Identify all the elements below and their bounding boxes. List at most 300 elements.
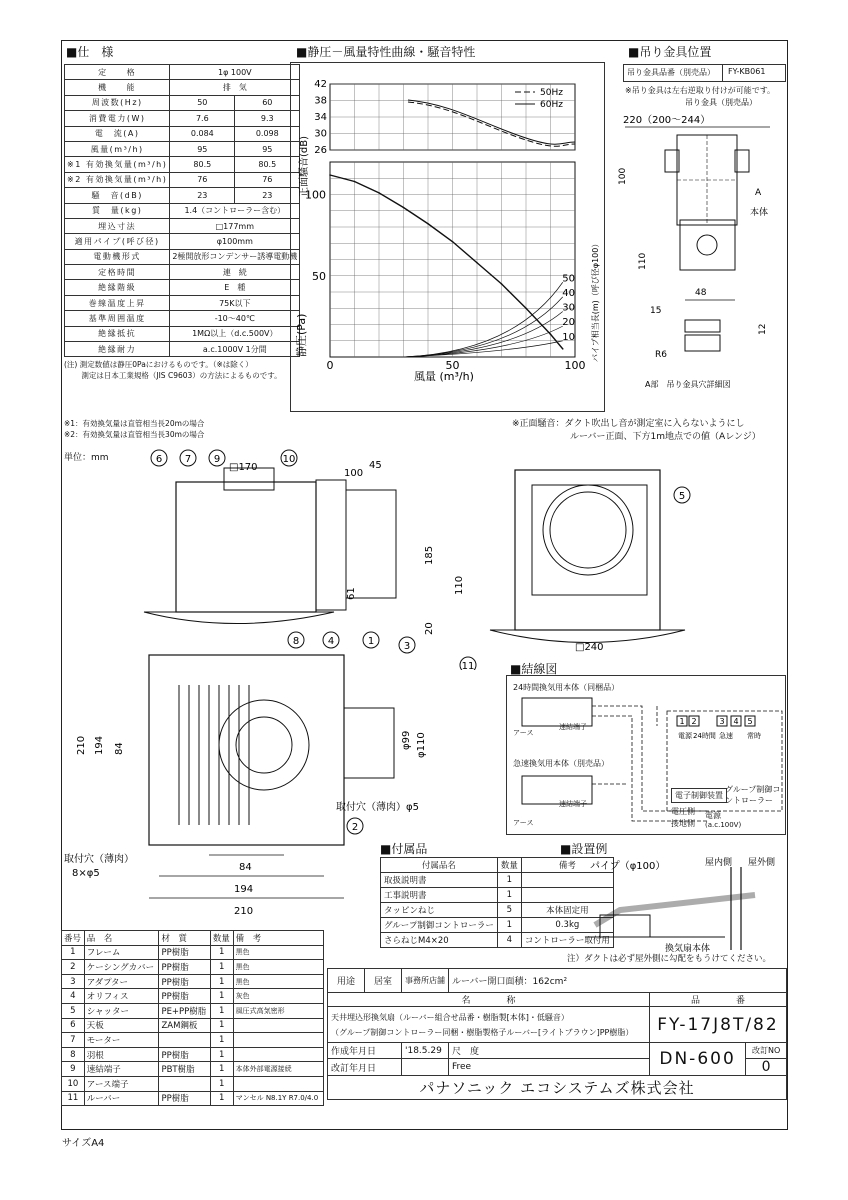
spec-row — [65, 342, 300, 357]
parts-cell: 6 — [62, 1018, 85, 1033]
pressure-point — [501, 283, 503, 285]
parts-cell — [233, 1033, 323, 1048]
callout-4: 4 — [327, 636, 335, 647]
noise-grid — [314, 79, 575, 156]
pressure-xtick: 0 — [326, 359, 334, 372]
wiring-ctl: 電子制御装置 — [671, 788, 727, 803]
acc-cell: グループ制御コントローラー — [381, 918, 498, 933]
duct-curve — [404, 341, 563, 357]
duct-label: 30 — [562, 302, 576, 314]
parts-cell: 速結端子 — [84, 1062, 159, 1077]
parts-row — [62, 945, 324, 960]
spec-row — [65, 326, 300, 341]
duct-label: 50 — [562, 273, 576, 285]
parts-cell: モーター — [84, 1033, 159, 1048]
hanger-bracket-label: 吊り金具（別売品） — [685, 98, 757, 107]
spec-value: φ100mm — [170, 234, 300, 249]
wiring-num-3: 3 — [719, 717, 725, 726]
parts-cell: オリフィス — [84, 989, 159, 1004]
front-elevation — [420, 455, 700, 670]
spec-label: 周波数(Hz) — [65, 95, 170, 110]
parts-cell: 2 — [62, 960, 85, 975]
callout-9: 9 — [213, 454, 221, 465]
spec-value: 2極開放形コンデンサー誘導電動機 — [170, 249, 300, 264]
install-drawing — [565, 855, 785, 955]
noise-ytick: 26 — [314, 145, 327, 156]
parts-cell: 1 — [210, 989, 233, 1004]
parts-h-qty: 数量 — [210, 931, 233, 946]
dim-bottom-210: 210 — [234, 906, 254, 917]
hanger-dim-220: 220（200～244） — [623, 115, 711, 126]
parts-cell — [159, 1033, 210, 1048]
spec-notes — [64, 359, 282, 381]
tb-use-label: 用途 — [328, 969, 365, 993]
spec-note-4: ※2：有効換気量は直管相当長30mの場合 — [64, 430, 205, 439]
tb-shop-label: 事務所店舗 — [402, 969, 449, 993]
spec-label: 騒 音(dB) — [65, 188, 170, 203]
wiring-num-5: 5 — [747, 717, 753, 726]
acc-cell: 1 — [497, 888, 521, 903]
hanger-body-label: 本体 — [750, 208, 769, 218]
wiring-line: 電圧側 — [671, 807, 695, 816]
hanger-drawing — [615, 95, 785, 395]
dim-bottom-194: 194 — [234, 884, 254, 895]
acc-cell: 取扱説明書 — [381, 873, 498, 888]
pressure-chart — [290, 62, 605, 412]
spec-value-60: 23 — [235, 188, 300, 203]
wiring-sw-always: 常時 — [747, 732, 761, 740]
spec-value-60: 60 — [235, 95, 300, 110]
wiring-unit24: 24時間換気用本体（同梱品） — [513, 683, 620, 692]
parts-cell: PP樹脂 — [159, 1047, 210, 1062]
spec-value-50: 50 — [170, 95, 235, 110]
wiring-earth-2: アース — [513, 819, 534, 827]
callout-2: 2 — [351, 822, 359, 833]
tb-rev-no-label: 改訂NO — [746, 1043, 787, 1059]
spec-value: -10～40℃ — [170, 311, 300, 326]
dim-240: □240 — [575, 642, 604, 653]
spec-value-60: 9.3 — [235, 111, 300, 126]
spec-label: 質 量(kg) — [65, 203, 170, 218]
wiring-power: 電源 — [705, 811, 721, 820]
hanger-part-box — [623, 64, 786, 82]
callout-5: 5 — [678, 491, 686, 502]
acc-cell: 工事説明書 — [381, 888, 498, 903]
pressure-ytick: 100 — [305, 188, 326, 202]
tb-fig-no: DN-600 — [649, 1043, 745, 1076]
spec-value: 排 気 — [170, 80, 300, 95]
parts-cell: 黒色 — [233, 945, 323, 960]
spec-row — [65, 172, 300, 187]
acc-cell: 4 — [497, 933, 521, 948]
parts-cell: フレーム — [84, 945, 159, 960]
acc-cell: さらねじM4×20 — [381, 933, 498, 948]
parts-cell: ルーバー — [84, 1091, 159, 1106]
tb-company: パナソニック エコシステムズ株式会社 — [328, 1076, 787, 1100]
tb-scale-val: Free — [449, 1059, 650, 1076]
tb-model: FY-17J8T/82 — [649, 1007, 786, 1043]
hole-label-2: 取付穴（薄肉） — [64, 854, 134, 865]
tb-made-date: '18.5.29 — [402, 1043, 449, 1059]
pressure-curve — [330, 175, 563, 349]
acc-h-note: 備考 — [521, 858, 613, 873]
dim-185: 185 — [424, 545, 435, 565]
hole-label-3: 8×φ5 — [72, 868, 100, 879]
acc-cell: 1 — [497, 918, 521, 933]
spec-row — [65, 95, 300, 110]
tb-name-h: 名 称 — [328, 993, 650, 1007]
hanger-dim-r6: R6 — [655, 350, 667, 360]
spec-value: 1φ 100V — [170, 65, 300, 80]
spec-label: 巻線温度上昇 — [65, 295, 170, 310]
spec-label: 風量(m³/h) — [65, 141, 170, 156]
parts-cell: PP樹脂 — [159, 1091, 210, 1106]
pressure-point — [354, 181, 356, 183]
parts-cell: マンセル N8.1Y R7.0/4.0 — [233, 1091, 323, 1106]
spec-value-50: 0.084 — [170, 126, 235, 141]
hanger-part-no: FY-KB061 — [728, 67, 766, 76]
spec-row — [65, 295, 300, 310]
spec-title: ■仕 様 — [66, 45, 114, 59]
pressure-grid — [305, 162, 586, 372]
parts-h-no: 番号 — [62, 931, 85, 946]
pressure-point — [378, 192, 380, 194]
parts-cell: PP樹脂 — [159, 974, 210, 989]
parts-cell: アダプター — [84, 974, 159, 989]
curve-note — [512, 418, 761, 444]
wiring-num-2: 2 — [691, 717, 697, 726]
acc-cell: 0.3kg — [521, 918, 613, 933]
spec-note-2: 測定は日本工業規格（JIS C9603）の方法によるものです。 — [64, 371, 282, 380]
acc-h-name: 付属品名 — [381, 858, 498, 873]
spec-value: 1.4（コントローラー含む） — [170, 203, 300, 218]
parts-cell — [159, 1076, 210, 1091]
spec-row — [65, 188, 300, 203]
noise-ytick: 38 — [314, 95, 327, 107]
acc-cell: タッピンねじ — [381, 903, 498, 918]
dim-110: φ110 — [416, 732, 427, 758]
tb-louver: ルーバー開口面積：162cm² — [449, 969, 787, 993]
curve-note-2: ルーバー正面、下方1m地点での値（Aレンジ） — [570, 432, 761, 442]
spec-label: 絶縁抵抗 — [65, 326, 170, 341]
hanger-dim-100: 100 — [618, 167, 628, 185]
hanger-dim-48: 48 — [695, 288, 707, 298]
pressure-point — [427, 223, 429, 225]
parts-cell: 3 — [62, 974, 85, 989]
tb-use-val: 居室 — [365, 969, 402, 993]
spec-value-60: 80.5 — [235, 157, 300, 172]
hanger-detail-label: A部 吊り金具穴詳細図 — [645, 380, 731, 389]
page-size-label: サイズA4 — [62, 1138, 105, 1149]
callout-7: 7 — [184, 454, 192, 465]
parts-cell: 1 — [210, 1076, 233, 1091]
pressure-xlabel: 風量 (m³/h) — [414, 370, 474, 383]
parts-cell: 黒色 — [233, 960, 323, 975]
parts-cell: 1 — [210, 1003, 233, 1018]
parts-table — [61, 930, 324, 1106]
callout-6: 6 — [155, 454, 163, 465]
install-pipe: パイプ（φ100） — [590, 861, 666, 872]
parts-row — [62, 1018, 324, 1033]
install-note: 注）ダクトは必ず屋外側に勾配をもうけてください。 — [567, 954, 772, 964]
spec-label: ※2 有効換気量(m³/h) — [65, 172, 170, 187]
parts-cell: ケーシングカバー — [84, 960, 159, 975]
spec-label: 電 流(A) — [65, 126, 170, 141]
hanger-dim-110: 110 — [638, 252, 648, 270]
wiring-lines — [507, 676, 787, 836]
spec-row — [65, 203, 300, 218]
parts-cell: 1 — [210, 945, 233, 960]
parts-cell: 1 — [210, 1091, 233, 1106]
dim-99: φ99 — [401, 730, 412, 750]
parts-cell: 4 — [62, 989, 85, 1004]
callout-8: 8 — [292, 636, 300, 647]
legend-50: 50Hz — [540, 88, 563, 98]
parts-h-note: 備 考 — [233, 931, 323, 946]
spec-row — [65, 65, 300, 80]
title-block — [327, 968, 787, 1100]
pressure-point — [562, 348, 564, 350]
parts-cell: 8 — [62, 1047, 85, 1062]
spec-value-50: 80.5 — [170, 157, 235, 172]
pressure-ytick: 50 — [312, 269, 326, 283]
parts-h-mat: 材 質 — [159, 931, 210, 946]
spec-value-50: 95 — [170, 141, 235, 156]
parts-row — [62, 1076, 324, 1091]
parts-row — [62, 1091, 324, 1106]
dim-bottom-84: 84 — [239, 862, 252, 873]
install-title: ■設置例 — [560, 842, 608, 856]
spec-label: 絶縁階級 — [65, 280, 170, 295]
spec-value: a.c.1000V 1分間 — [170, 342, 300, 357]
callout-3: 3 — [403, 641, 411, 652]
pressure-point — [476, 262, 478, 264]
tb-name1: 天井埋込形換気扇（ルーバー組合せ品番・樹脂製[本体]・低騒音） — [331, 1012, 569, 1022]
wiring-title: ■結線図 — [510, 662, 558, 676]
dim-side-110: 110 — [454, 575, 465, 595]
wiring-box — [506, 675, 786, 835]
spec-value-50: 7.6 — [170, 111, 235, 126]
spec-value: E 種 — [170, 280, 300, 295]
spec-row — [65, 218, 300, 233]
parts-cell: 1 — [210, 1062, 233, 1077]
unit-label: 単位：mm — [64, 453, 109, 463]
spec-label: 機 能 — [65, 80, 170, 95]
callout-11: 11 — [461, 661, 475, 670]
spec-note-1: (注) 測定数値は静圧0Paにおけるものです。（※は除く） — [64, 360, 253, 369]
dim-61: 61 — [346, 587, 357, 600]
parts-row — [62, 1033, 324, 1048]
wiring-ac: (a.c.100V) — [705, 821, 742, 829]
spec-row — [65, 265, 300, 280]
acc-h-qty: 数量 — [497, 858, 521, 873]
spec-row — [65, 249, 300, 264]
wiring-unit-rapid: 急速換気用本体（別売品） — [513, 759, 609, 768]
spec-value: 連 続 — [170, 265, 300, 280]
curve-title: ■静圧－風量特性曲線・騒音特性 — [296, 45, 476, 59]
parts-cell — [233, 1047, 323, 1062]
spec-row — [65, 126, 300, 141]
dim-100: 100 — [344, 468, 364, 479]
pressure-xtick: 50 — [445, 359, 460, 372]
parts-cell: PP樹脂 — [159, 945, 210, 960]
parts-cell: 1 — [210, 1033, 233, 1048]
spec-notes2 — [64, 418, 204, 440]
spec-label: 電動機形式 — [65, 249, 170, 264]
pressure-point — [452, 241, 454, 243]
wiring-ground: 接地側 — [671, 819, 695, 828]
parts-cell: 天板 — [84, 1018, 159, 1033]
parts-cell: 黒色 — [233, 974, 323, 989]
wiring-sw-power: 電源 — [678, 732, 692, 740]
dim-plan-84: 84 — [114, 742, 125, 755]
hole-label-1: 取付穴（薄肉）φ5 — [336, 802, 419, 813]
parts-cell: PE+PP樹脂 — [159, 1003, 210, 1018]
parts-row — [62, 974, 324, 989]
accessories-title: ■付属品 — [380, 842, 428, 856]
spec-value: □177mm — [170, 218, 300, 233]
dim-170: □170 — [229, 462, 258, 473]
parts-cell: 羽根 — [84, 1047, 159, 1062]
acc-cell: 1 — [497, 873, 521, 888]
install-outdoor: 屋外側 — [748, 858, 776, 868]
duct-label: 40 — [562, 287, 576, 299]
tb-scale-label: 尺 度 — [449, 1043, 650, 1059]
acc-cell: コントローラー取付用 — [521, 933, 613, 948]
parts-row — [62, 1062, 324, 1077]
acc-cell: 5 — [497, 903, 521, 918]
duct-label: 20 — [562, 317, 576, 329]
tb-rev-label: 改訂年月日 — [328, 1059, 402, 1076]
parts-row — [62, 960, 324, 975]
spec-label: 基準周囲温度 — [65, 311, 170, 326]
spec-label: ※1 有効換気量(m³/h) — [65, 157, 170, 172]
parts-cell: アース端子 — [84, 1076, 159, 1091]
parts-cell: 9 — [62, 1062, 85, 1077]
install-indoor: 屋内側 — [705, 858, 733, 868]
parts-cell: PP樹脂 — [159, 989, 210, 1004]
dim-plan-194: 194 — [94, 735, 105, 755]
curve-note-1: ※正面騒音：ダクト吹出し音が測定室に入らないようにし — [512, 419, 745, 429]
wiring-sw-rapid: 急速 — [719, 732, 733, 740]
spec-label: 適用パイプ(呼び径) — [65, 234, 170, 249]
acc-cell: 本体固定用 — [521, 903, 613, 918]
parts-cell: 5 — [62, 1003, 85, 1018]
spec-value-60: 76 — [235, 172, 300, 187]
parts-cell: 灰色 — [233, 989, 323, 1004]
tb-code-h: 品 番 — [649, 993, 786, 1007]
parts-cell: ZAM鋼板 — [159, 1018, 210, 1033]
hanger-part-label: 吊り金具品番（別売品） — [627, 68, 715, 77]
legend-60: 60Hz — [540, 100, 563, 110]
spec-row — [65, 141, 300, 156]
hanger-title: ■吊り金具位置 — [628, 45, 712, 59]
pressure-point — [525, 307, 527, 309]
tb-made-label: 作成年月日 — [328, 1043, 402, 1059]
noise-ytick: 30 — [314, 128, 327, 140]
wiring-terminal-1: 速結端子 — [559, 723, 587, 731]
parts-row — [62, 989, 324, 1004]
parts-cell: 7 — [62, 1033, 85, 1048]
spec-label: 埋込寸法 — [65, 218, 170, 233]
wiring-earth-1: アース — [513, 729, 534, 737]
pressure-point — [329, 174, 331, 176]
parts-cell — [233, 1076, 323, 1091]
wiring-group-ctl: グループ制御コントローラー — [725, 785, 781, 805]
parts-cell: PBT樹脂 — [159, 1062, 210, 1077]
parts-cell: 1 — [210, 1047, 233, 1062]
parts-cell: 1 — [62, 945, 85, 960]
tb-name2: （グループ制御コントローラー同梱・樹脂製格子ルーバー[ライトブラウン]PP樹脂） — [331, 1027, 634, 1037]
wiring-num-4: 4 — [733, 717, 739, 726]
spec-row — [65, 80, 300, 95]
parts-cell: 11 — [62, 1091, 85, 1106]
hanger-dim-15: 15 — [650, 306, 662, 316]
spec-value-60: 0.098 — [235, 126, 300, 141]
install-body: 換気扇本体 — [665, 944, 711, 954]
spec-value: 75K以下 — [170, 295, 300, 310]
hanger-a-label: A — [755, 188, 762, 198]
parts-cell: 本体外部電源接続 — [233, 1062, 323, 1077]
parts-cell — [233, 1018, 323, 1033]
pressure-series — [329, 174, 563, 349]
spec-row — [65, 111, 300, 126]
parts-cell: 1 — [210, 1018, 233, 1033]
spec-value-60: 95 — [235, 141, 300, 156]
parts-row — [62, 1003, 324, 1018]
parts-cell: 1 — [210, 974, 233, 989]
spec-label: 絶縁耐力 — [65, 342, 170, 357]
duct-curve — [404, 326, 563, 357]
spec-row — [65, 157, 300, 172]
pressure-point — [403, 207, 405, 209]
noise-ylabel: 正面騒音(dB) — [299, 135, 310, 197]
noise-ytick: 34 — [314, 112, 327, 123]
wiring-terminal-2: 速結端子 — [559, 800, 587, 808]
duct-axis-label: パイプ相当長(m)（呼び径φ100） — [591, 239, 600, 362]
parts-cell: PP樹脂 — [159, 960, 210, 975]
pressure-xtick: 100 — [564, 359, 586, 372]
dim-20: 20 — [424, 622, 435, 635]
dim-45: 45 — [369, 460, 382, 471]
spec-label: 定格時間 — [65, 265, 170, 280]
dim-plan-210: 210 — [76, 735, 87, 755]
spec-label: 消費電力(W) — [65, 111, 170, 126]
wiring-num-1: 1 — [679, 717, 685, 726]
parts-cell: シャッター — [84, 1003, 159, 1018]
tb-rev-no: 0 — [746, 1059, 787, 1076]
spec-row — [65, 280, 300, 295]
spec-value-50: 23 — [170, 188, 235, 203]
callout-10: 10 — [282, 454, 296, 465]
spec-label: 定 格 — [65, 65, 170, 80]
pressure-point — [550, 333, 552, 335]
parts-h-name: 品 名 — [84, 931, 159, 946]
parts-cell: 10 — [62, 1076, 85, 1091]
parts-cell: 風圧式高気密形 — [233, 1003, 323, 1018]
hanger-note: ※吊り金具は左右逆取り付けが可能です。 — [625, 86, 776, 95]
hanger-dim-12: 12 — [758, 323, 768, 335]
parts-cell: 1 — [210, 960, 233, 975]
duct-label: 10 — [562, 331, 576, 343]
spec-note-3: ※1：有効換気量は直管相当長20mの場合 — [64, 419, 205, 428]
wiring-sw-24h: 24時間 — [693, 732, 716, 740]
spec-row — [65, 234, 300, 249]
duct-curve — [404, 282, 563, 357]
spec-row — [65, 311, 300, 326]
spec-value: 1MΩ以上（d.c.500V） — [170, 326, 300, 341]
pressure-ylabel: 静圧(Pa) — [295, 313, 308, 357]
